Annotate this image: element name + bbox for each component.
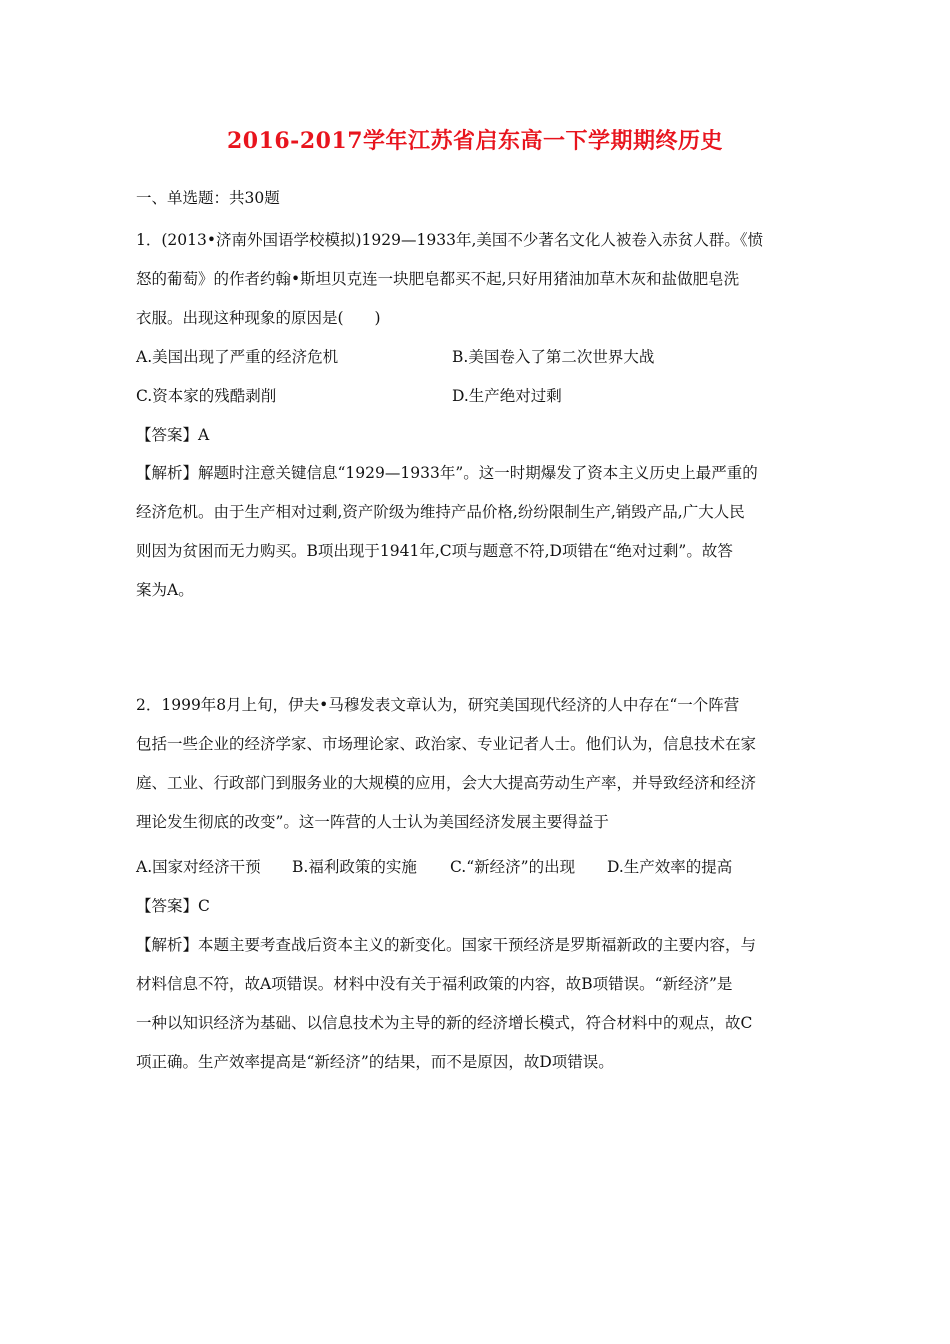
q1-option-b: B.美国卷入了第二次世界大战 — [452, 348, 655, 366]
q1-analysis-line: 经济危机。由于生产相对过剩,资产阶级为维持产品价格,纷纷限制生产,销毁产品,广大人民 — [136, 503, 745, 521]
q2-option-b: B.福利政策的实施 — [292, 858, 417, 876]
document-title: 2016-2017学年江苏省启东高一下学期期终历史 — [226, 128, 724, 154]
q2-analysis-line: 一种以知识经济为基础、以信息技术为主导的新的经济增长模式，符合材料中的观点，故C — [136, 1014, 753, 1032]
q2-analysis-line: 项正确。生产效率提高是“新经济”的结果，而不是原因，故D项错误。 — [136, 1053, 614, 1071]
q2-option-c: C.“新经济”的出现 — [450, 858, 576, 876]
q1-option-a: A.美国出现了严重的经济危机 — [136, 348, 339, 366]
q1-stem-line: 1．(2013•济南外国语学校模拟)1929—1933年,美国不少著名文化人被卷入赤贫人群。《愤 — [136, 231, 764, 249]
section-heading: 一、单选题：共30题 — [136, 189, 280, 207]
q2-option-d: D.生产效率的提高 — [607, 858, 733, 876]
q2-stem-line: 庭、工业、行政部门到服务业的大规模的应用，会大大提高劳动生产率，并导致经济和经济 — [136, 774, 757, 792]
q1-analysis-line: 案为A。 — [136, 581, 194, 599]
q2-stem-line: 包括一些企业的经济学家、市场理论家、政治家、专业记者人士。他们认为，信息技术在家 — [136, 735, 757, 753]
q1-answer: 【答案】A — [136, 426, 210, 444]
q1-option-c: C.资本家的残酷剥削 — [136, 387, 277, 405]
q1-stem-line: 衣服。出现这种现象的原因是( ) — [136, 309, 381, 327]
q1-analysis-line: 【解析】解题时注意关键信息“1929—1933年”。这一时期爆发了资本主义历史上最严重的 — [136, 464, 758, 482]
q2-stem-line: 理论发生彻底的改变”。这一阵营的人士认为美国经济发展主要得益于 — [136, 813, 609, 831]
q2-analysis-line: 材料信息不符，故A项错误。材料中没有关于福利政策的内容，故B项错误。“新经济”是 — [136, 975, 733, 993]
q2-analysis-line: 【解析】本题主要考查战后资本主义的新变化。国家干预经济是罗斯福新政的主要内容，与 — [136, 936, 757, 954]
q1-option-d: D.生产绝对过剩 — [452, 387, 562, 405]
q1-analysis-line: 则因为贫困而无力购买。B项出现于1941年,C项与题意不符,D项错在“绝对过剩”。故答 — [136, 542, 733, 560]
q2-option-a: A.国家对经济干预 — [136, 858, 261, 876]
q2-stem-line: 2．1999年8月上旬，伊夫•马穆发表文章认为，研究美国现代经济的人中存在“一个阵营 — [136, 696, 740, 714]
q2-answer: 【答案】C — [136, 897, 210, 915]
q1-stem-line: 怒的葡萄》的作者约翰•斯坦贝克连一块肥皂都买不起,只好用猪油加草木灰和盐做肥皂洗 — [136, 270, 740, 288]
